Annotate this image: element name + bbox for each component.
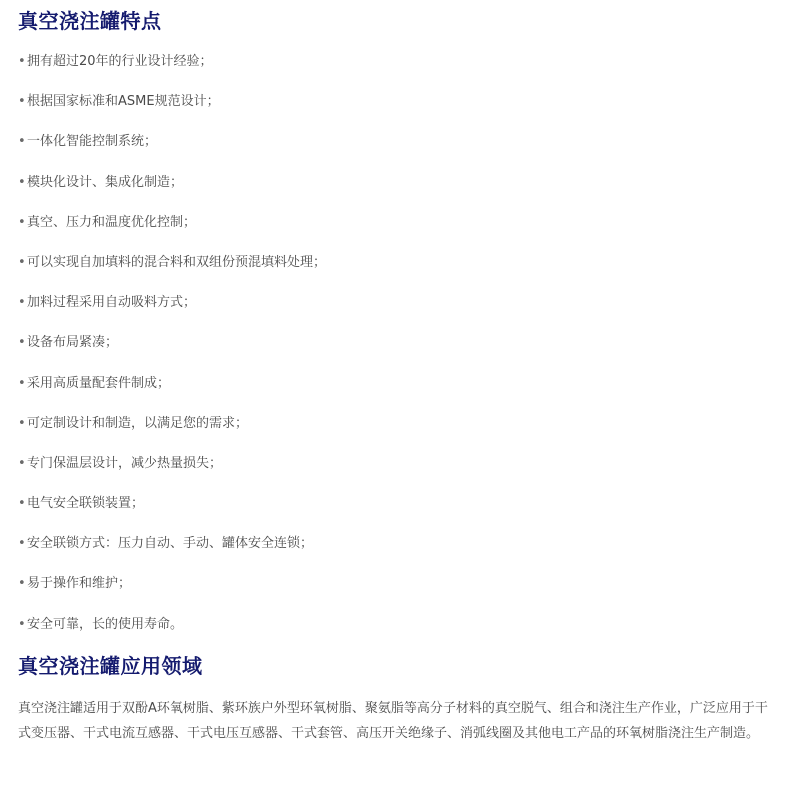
list-item-text: 可以实现自加填料的混合料和双组份预混填料处理； xyxy=(27,254,327,270)
list-item xyxy=(18,494,326,534)
list-item xyxy=(18,454,326,494)
bullet-icon: • xyxy=(18,54,26,69)
list-item xyxy=(18,414,326,454)
list-item xyxy=(18,293,326,333)
bullet-icon: • xyxy=(18,375,26,391)
list-item xyxy=(18,615,326,655)
list-item-text: 一体化智能控制系统； xyxy=(27,134,158,150)
bullet-icon: • xyxy=(18,496,26,512)
list-item xyxy=(18,173,326,213)
bullet-icon: • xyxy=(18,134,26,150)
list-item xyxy=(18,333,326,373)
list-item-text: 安全联锁方式：压力自动、手动、罐体安全连锁； xyxy=(27,536,314,552)
list-item-text: 电气安全联锁装置； xyxy=(27,496,145,512)
section-title-features: 真空浇注罐特点 xyxy=(18,9,162,33)
list-item-text: 模块化设计、集成化制造； xyxy=(27,174,184,190)
list-item-text: 专门保温层设计，减少热量损失； xyxy=(27,455,223,471)
list-item xyxy=(18,92,326,132)
list-item xyxy=(18,534,326,574)
feature-list xyxy=(18,52,326,655)
list-item xyxy=(18,132,326,172)
applications-paragraph: 真空浇注罐适用于双酚A环氧树脂、紫环族户外型环氧树脂、聚氨脂等高分子材料的真空脱气、组合和浇注生产作业，广泛应用于干式变压器、干式电流互感器、干式电压互感器、干式套管、高压开关绝缘子、消弧线圈及其他电工产品的环氧树脂浇注生产制造。 xyxy=(18,701,768,741)
list-item xyxy=(18,374,326,414)
list-item xyxy=(18,574,326,614)
bullet-icon: • xyxy=(18,214,26,230)
list-item-text: 设备布局紧凑； xyxy=(27,335,119,351)
bullet-icon: • xyxy=(18,254,26,270)
bullet-icon: • xyxy=(18,415,26,431)
list-item-text: 拥有超过20年的行业设计经验； xyxy=(27,54,213,69)
list-item-text: 易于操作和维护； xyxy=(27,576,132,592)
list-item xyxy=(18,213,326,253)
list-item-text: 加料过程采用自动吸料方式； xyxy=(27,295,197,311)
bullet-icon: • xyxy=(18,455,26,471)
bullet-icon: • xyxy=(18,576,26,592)
list-item-text: 采用高质量配套件制成； xyxy=(27,375,171,391)
bullet-icon: • xyxy=(18,536,26,552)
list-item-text: 真空、压力和温度优化控制； xyxy=(27,214,197,230)
bullet-icon: • xyxy=(18,295,26,311)
bullet-icon: • xyxy=(18,174,26,190)
bullet-icon: • xyxy=(18,94,26,110)
section-title-applications: 真空浇注罐应用领域 xyxy=(18,654,203,678)
bullet-icon: • xyxy=(18,616,26,632)
bullet-icon: • xyxy=(18,335,26,351)
list-item-text: 安全可靠，长的使用寿命。 xyxy=(27,616,184,632)
list-item-text: 根据国家标准和ASME规范设计； xyxy=(27,94,220,110)
list-item xyxy=(18,253,326,293)
list-item xyxy=(18,52,326,92)
list-item-text: 可定制设计和制造，以满足您的需求； xyxy=(27,415,249,431)
